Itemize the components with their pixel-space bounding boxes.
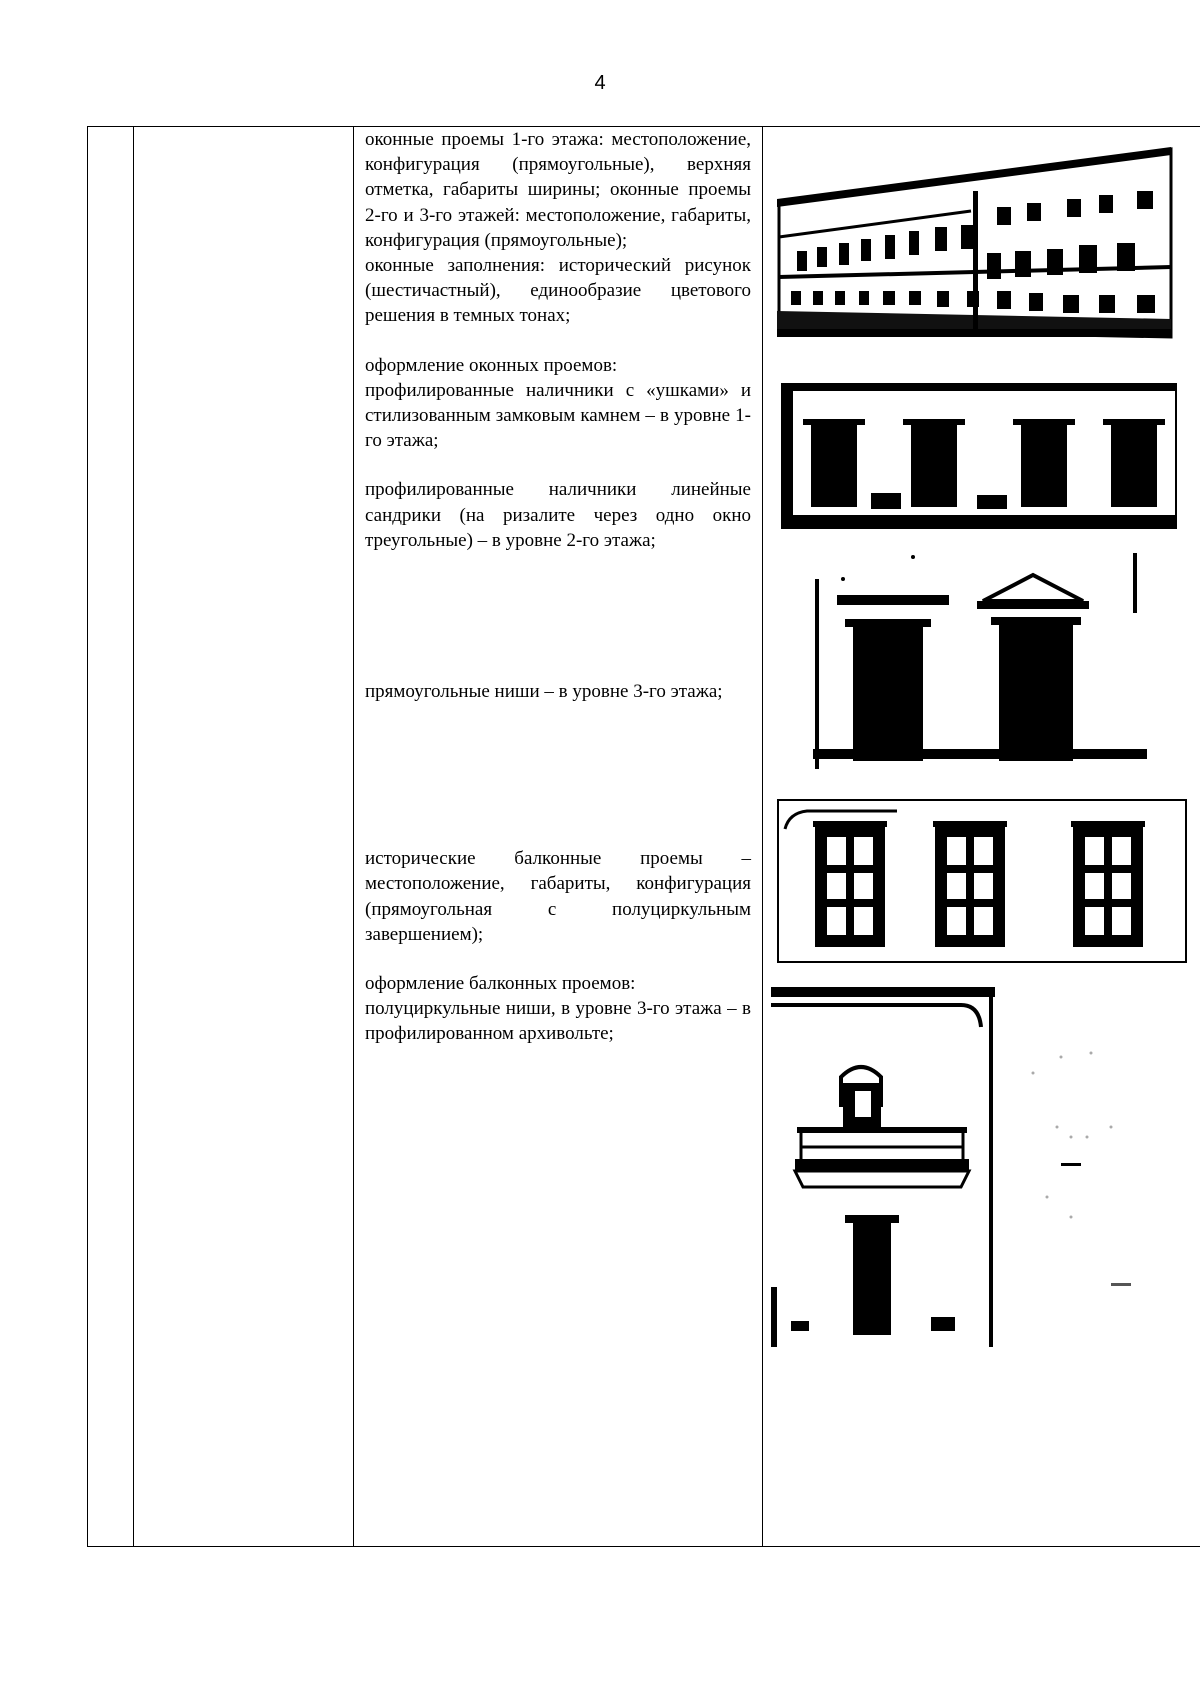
text-block-balcony-decoration — [365, 971, 751, 1047]
paragraph: оформление оконных проемов: — [365, 354, 618, 376]
paragraph: профилированные наличники с «ушками» и стилизованным замковым камнем – в уровне 1-го этажа; — [365, 379, 751, 452]
text-block-balcony — [365, 846, 751, 947]
table-row — [88, 127, 1200, 1547]
photo-cell — [763, 127, 1200, 1547]
window-niches-photo — [777, 799, 1187, 963]
paragraph: исторические балконные проемы – местоположение, габариты, конфигурация (прямоугольная с полуциркульным завершением); — [365, 848, 751, 945]
paragraph: оконные заполнения: исторический рисунок (шестичастный), единообразие цветового решения в темных тонах; — [365, 255, 751, 327]
text-block-window-decoration — [365, 353, 751, 454]
facade-photo — [777, 141, 1187, 351]
paragraph: профилированные наличники линейные сандрики (на ризалите через одно окно треугольные) – в уровне 2-го этажа; — [365, 479, 751, 551]
protected-features-table — [87, 126, 1200, 1547]
text-block-windows — [365, 127, 751, 329]
description-cell — [354, 127, 763, 1547]
object-cell — [134, 127, 354, 1547]
paragraph: оконные проемы 1-го этажа: местоположение, конфигурация (прямоугольные), верхняя отметка, габариты ширины; оконные проемы 2-го и 3-го этажей: местоположение, габариты, конфигурация (прямоугольные); — [365, 129, 751, 251]
number-cell — [88, 127, 134, 1547]
window-surrounds-photo — [781, 383, 1177, 529]
text-block-third-floor — [365, 679, 751, 704]
paragraph: оформление балконных проемов: — [365, 973, 636, 995]
paragraph: полуциркульные ниши, в уровне 3-го этажа – в профилированном архивольте; — [365, 998, 751, 1045]
page-number: 4 — [594, 72, 606, 94]
paragraph: прямоугольные ниши – в уровне 3-го этажа; — [365, 681, 723, 703]
balcony-photo — [771, 987, 1171, 1347]
pediment-windows-photo — [813, 549, 1147, 773]
text-block-second-floor — [365, 477, 751, 553]
